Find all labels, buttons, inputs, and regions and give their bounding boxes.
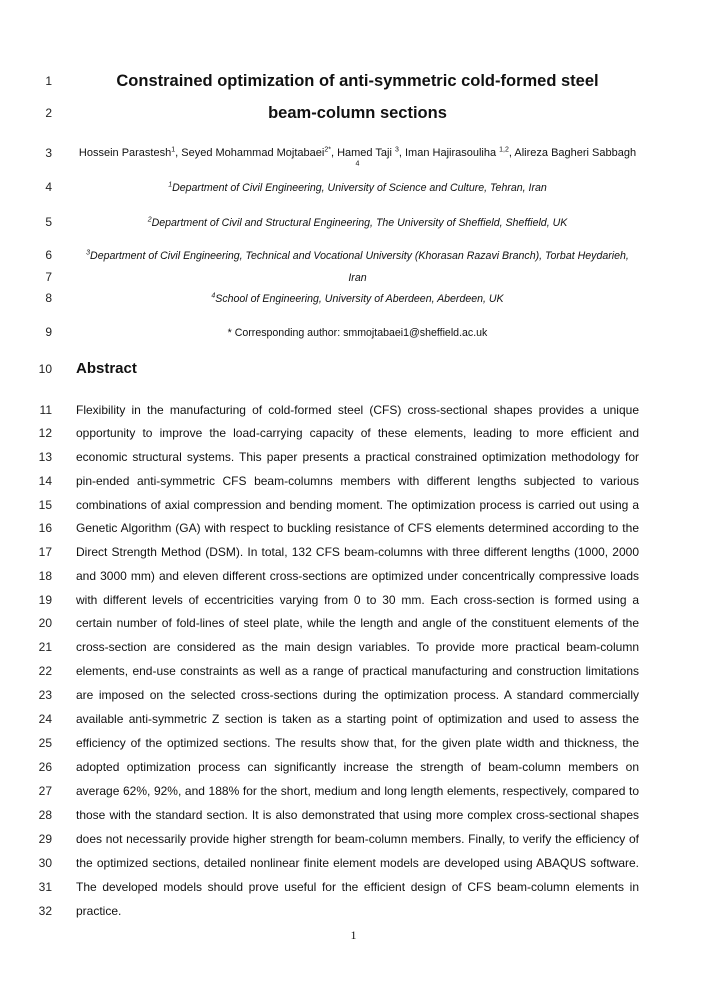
abstract-line: practice. <box>76 904 122 918</box>
author-affiliation-mark: 2* <box>324 146 331 154</box>
author-separator: , <box>398 147 405 159</box>
abstract-line: efficiency of the optimized sections. The results show that, for the given plate width and thickness, the <box>76 736 639 750</box>
abstract-line: with different levels of eccentricities varying from 0 to 30 mm. Each cross-section is formed using a <box>76 593 639 607</box>
line-number: 16 <box>38 521 52 535</box>
line-number: 5 <box>45 215 52 229</box>
affiliation-4 <box>76 292 639 306</box>
line-number: 27 <box>38 784 52 798</box>
line-number: 6 <box>45 248 52 262</box>
line-number: 11 <box>39 403 52 417</box>
author-affiliation-mark: 1 <box>171 146 176 154</box>
line-number: 3 <box>45 146 52 160</box>
line-number: 9 <box>45 325 52 339</box>
author-name: Seyed Mohammad Mojtabaei <box>181 147 325 159</box>
abstract-line: economic structural systems. This paper presents a practical constrained optimization methodology for <box>76 450 639 464</box>
affiliation-3 <box>76 249 639 263</box>
line-number: 20 <box>38 616 52 630</box>
affiliation-text: Department of Civil Engineering, University of Science and Culture, Tehran, Iran <box>172 182 547 194</box>
affiliation-2 <box>76 216 639 230</box>
abstract-line: adopted optimization process can significantly increase the strength of beam-column members on <box>76 760 639 774</box>
abstract-line: combinations of axial compression and bending moment. The optimization process is carried out using a <box>76 498 639 512</box>
line-number: 8 <box>45 291 52 305</box>
line-number: 23 <box>38 688 52 702</box>
abstract-line: Genetic Algorithm (GA) with respect to buckling resistance of CFS elements determined according to the <box>76 521 639 535</box>
author-name: Alireza Bagheri Sabbagh <box>514 147 637 159</box>
author-name: Hamed Taji <box>337 147 395 159</box>
affiliation-mark: 1 <box>168 181 173 189</box>
line-number: 24 <box>38 712 52 726</box>
affiliation-text: Department of Civil Engineering, Technical and Vocational University (Khorasan Razavi Branch), Torbat Heydarieh, <box>90 250 629 262</box>
paper-title-line-1: Constrained optimization of anti-symmetric cold-formed steel <box>116 72 599 90</box>
line-number: 25 <box>38 736 52 750</box>
line-number: 18 <box>38 569 52 583</box>
line-number: 1 <box>45 74 52 88</box>
abstract-line: the optimized sections, detailed nonlinear finite element models are developed using ABAQUS software. <box>76 856 639 870</box>
line-number: 10 <box>38 362 52 376</box>
line-number: 14 <box>38 474 52 488</box>
line-number: 12 <box>38 426 52 440</box>
author-list <box>76 146 639 174</box>
author-name: Hossein Parastesh <box>78 147 172 159</box>
line-number: 29 <box>38 832 52 846</box>
affiliation-3-continued: Iran <box>348 272 367 284</box>
line-number: 31 <box>38 880 52 894</box>
abstract-line: available anti-symmetric Z section is taken as a starting point of optimization and used to assess the <box>76 712 639 726</box>
line-number: 19 <box>38 593 52 607</box>
abstract-line: cross-section are considered as the main design variables. To provide more practical beam-column <box>76 640 639 654</box>
line-number: 7 <box>45 270 52 284</box>
line-number: 2 <box>45 106 52 120</box>
author-affiliation-mark: 4 <box>355 160 360 168</box>
line-number: 22 <box>38 664 52 678</box>
abstract-line: and 3000 mm) and eleven different cross-sections are optimized under concentrically compressive loads <box>76 569 639 583</box>
abstract-line: The developed models should prove useful for the efficient design of CFS beam-column elements in <box>76 880 639 894</box>
line-number: 15 <box>38 498 52 512</box>
line-number: 32 <box>38 904 52 918</box>
abstract-line: are imposed on the selected cross-sections during the optimization process. A standard commercially <box>76 688 639 702</box>
abstract-line: certain number of fold-lines of steel plate, while the length and angle of the constituent elements of the <box>76 616 639 630</box>
author-name: Iman Hajirasouliha <box>405 147 500 159</box>
abstract-line: pin-ended anti-symmetric CFS beam-columns members with different lengths subjected to various <box>76 474 639 488</box>
author-affiliation-mark: 3 <box>394 146 399 154</box>
affiliation-mark: 2 <box>147 216 152 224</box>
abstract-line: average 62%, 92%, and 188% for the short, medium and long length elements, respectively, compared to <box>76 784 639 798</box>
abstract-line: those with the standard section. It is also demonstrated that using more complex cross-sectional shapes <box>76 808 639 822</box>
abstract-line: Direct Strength Method (DSM). In total, 132 CFS beam-columns with three different lengths (1000, 2000 <box>76 545 639 559</box>
abstract-line: opportunity to improve the load-carrying capacity of these elements, leading to more efficient and <box>76 426 639 440</box>
author-affiliation-mark: 1,2 <box>499 146 509 154</box>
author-separator: , <box>508 147 515 159</box>
line-number: 30 <box>38 856 52 870</box>
abstract-heading: Abstract <box>76 360 137 377</box>
line-number: 4 <box>45 180 52 194</box>
affiliation-text: School of Engineering, University of Aberdeen, Aberdeen, UK <box>215 293 504 305</box>
line-number: 21 <box>38 640 52 654</box>
author-separator: , <box>330 147 338 159</box>
abstract-line: does not necessarily provide higher strength for beam-column members. Finally, to verify the efficiency of <box>76 832 639 846</box>
paper-title-line-2: beam-column sections <box>268 104 447 122</box>
line-number: 26 <box>38 760 52 774</box>
abstract-line: Flexibility in the manufacturing of cold-formed steel (CFS) cross-sectional shapes provides a unique <box>76 403 639 417</box>
abstract-line: elements, end-use constraints as well as a range of practical manufacturing and construction limitations <box>76 664 639 678</box>
line-number: 13 <box>38 450 52 464</box>
line-number: 28 <box>38 808 52 822</box>
corresponding-author: * Corresponding author: smmojtabaei1@sheffield.ac.uk <box>227 327 488 339</box>
line-number: 17 <box>38 545 52 559</box>
affiliation-text: Department of Civil and Structural Engineering, The University of Sheffield, Sheffield, UK <box>151 217 568 229</box>
page-number: 1 <box>350 928 357 942</box>
author-separator: , <box>175 147 182 159</box>
affiliation-mark: 3 <box>86 249 91 257</box>
affiliation-1 <box>76 181 639 195</box>
affiliation-mark: 4 <box>211 292 216 300</box>
